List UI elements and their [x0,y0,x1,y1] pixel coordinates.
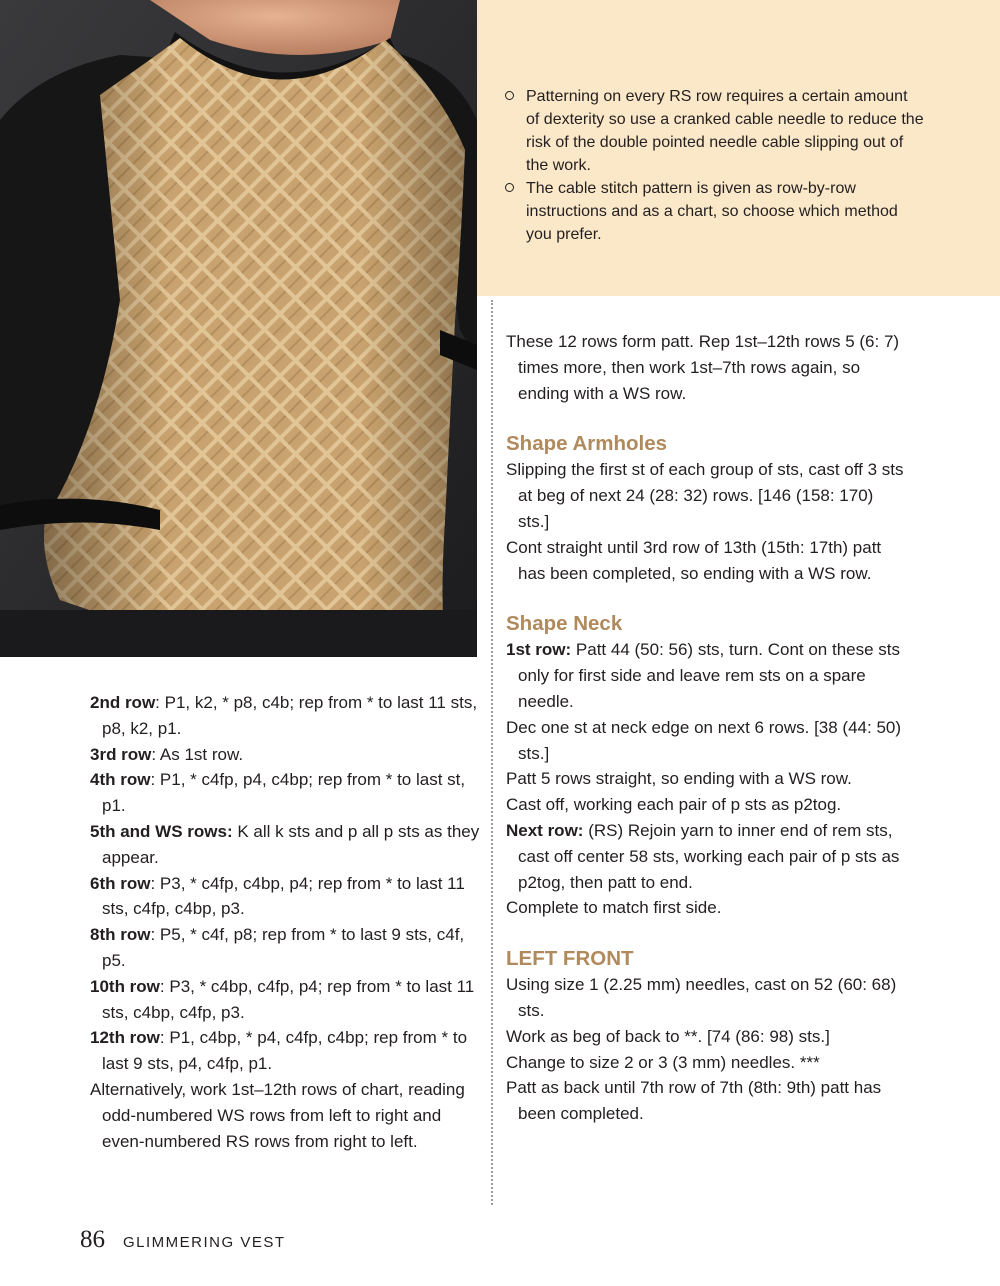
pattern-row: 8th row: P5, * c4f, p8; rep from * to last 9 sts, c4f, p5. [90,925,465,970]
left-column [90,690,482,1154]
paragraph: Dec one st at neck edge on next 6 rows. [38 (44: 50) sts.] [506,717,902,763]
tip-text: The cable stitch pattern is given as row-by-row instructions and as a chart, so choose which method you prefer. [526,180,898,243]
running-title: GLIMMERING VEST [123,1234,286,1251]
page-footer [80,1226,286,1260]
pattern-row: 10th row: P3, * c4bp, c4fp, p4; rep from * to last 11 sts, c4bp, c4fp, p3. [90,976,475,1022]
vest-photo [0,0,477,657]
tips-list [505,85,925,246]
right-column [506,329,906,1127]
pattern-row: 2nd row: P1, k2, * p8, c4b; rep from * to last 11 sts, p8, k2, p1. [90,693,478,738]
circle-bullet-icon [505,91,514,100]
paragraph: Cast off, working each pair of p sts as p2tog. [506,795,842,815]
paragraph: 1st row: Patt 44 (50: 56) sts, turn. Cont on these sts only for first side and leave rem sts on a spare needle. [506,640,901,711]
tip-text: Patterning on every RS row requires a certain amount of dexterity so use a cranked cable needle to reduce the risk of the double pointed needle cable slipping out of the work. [526,88,924,174]
page-number: 86 [80,1226,105,1253]
paragraph: Patt as back until 7th row of 7th (8th: 9th) patt has been completed. [506,1078,882,1124]
paragraph: Complete to match first side. [506,898,722,918]
shape-neck-heading: Shape Neck [506,612,623,636]
column-divider [491,300,493,1205]
pattern-row: 12th row: P1, c4bp, * p4, c4fp, c4bp; rep from * to last 9 sts, p4, c4fp, p1. [90,1028,468,1074]
tip-item [505,85,925,177]
paragraph: Patt 5 rows straight, so ending with a WS row. [506,769,852,789]
tip-item [505,177,925,246]
pattern-row: 3rd row: As 1st row. [90,744,244,764]
pattern-row: 6th row: P3, * c4fp, c4bp, p4; rep from * to last 11 sts, c4fp, c4bp, p3. [90,873,465,919]
circle-bullet-icon [505,183,514,192]
pattern-row: 4th row: P1, * c4fp, p4, c4bp; rep from * to last st, p1. [90,770,466,816]
paragraph: Change to size 2 or 3 (3 mm) needles. *** [506,1052,820,1072]
paragraph: Cont straight until 3rd row of 13th (15th: 17th) patt has been completed, so ending with a WS row. [506,537,882,583]
chart-instruction: Alternatively, work 1st–12th rows of chart, reading odd-numbered WS rows from left to right and even-numbered RS rows from right to left. [90,1079,465,1151]
intro-paragraph: These 12 rows form patt. Rep 1st–12th rows 5 (6: 7) times more, then work 1st–7th rows again, so ending with a WS row. [506,332,900,403]
paragraph: Next row: (RS) Rejoin yarn to inner end of rem sts, cast off center 58 sts, working each pair of p sts as p2tog, then patt to end. [506,820,900,892]
paragraph: Using size 1 (2.25 mm) needles, cast on 52 (60: 68) sts. [506,975,897,1020]
paragraph: Work as beg of back to **. [74 (86: 98) sts.] [506,1026,830,1046]
left-front-heading: LEFT FRONT [506,947,634,971]
pattern-row: 5th and WS rows: K all k sts and p all p sts as they appear. [90,821,480,867]
paragraph: Slipping the first st of each group of sts, cast off 3 sts at beg of next 24 (28: 32) rows. [146 (158: 170) sts.] [506,460,904,531]
shape-armholes-heading: Shape Armholes [506,432,668,456]
